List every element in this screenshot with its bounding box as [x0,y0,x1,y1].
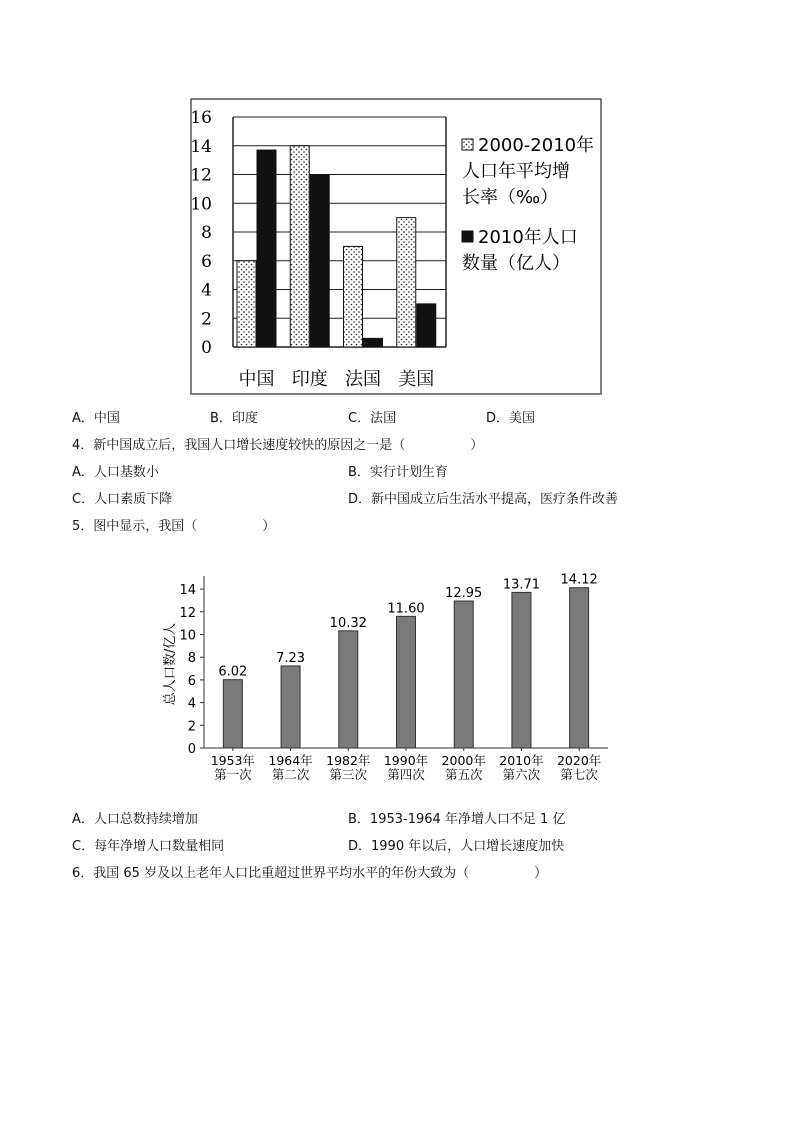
chart1-y-tick-label: 8 [201,223,212,243]
chart2-y-tick-label: 6 [187,673,196,689]
q4-option-d: D．新中国成立后生活水平提高，医疗条件改善 [348,492,619,507]
chart2-data-label: 12.95 [445,586,483,601]
chart2-category-label: 2010年 [499,753,544,768]
census-population-chart [150,562,620,792]
chart1-category-label: 美国 [398,369,435,390]
chart1-y-tick-label: 0 [201,338,212,358]
chart1-bar [364,338,383,347]
chart1-bar [290,146,309,347]
chart2-category-label: 第二次 [271,767,310,782]
chart2-data-label: 10.32 [329,615,367,631]
q4-option-b: B．实行计划生育 [348,465,448,480]
chart2-category-label: 1953年 [210,753,256,768]
chart2-y-tick-label: 2 [187,719,196,735]
chart2-category-label: 第六次 [502,767,541,782]
chart2-bar [512,592,531,748]
chart2-category-label: 2000年 [441,753,486,768]
chart2-data-label: 13.71 [502,577,541,593]
q5-option-a: A．人口总数持续增加 [72,812,198,827]
chart2-bar [397,616,416,748]
chart1-category-label: 中国 [238,369,275,390]
chart1-legend-text: 2000-2010年 [478,135,595,156]
chart2-y-tick-label: 0 [187,742,196,757]
chart1-y-tick-label: 4 [201,280,212,301]
chart2-category-label: 第一次 [214,767,252,782]
q3-option-c: C．法国 [348,411,397,426]
chart2-bar [454,601,473,748]
chart2-y-axis-label: 总人口数/亿人 [163,622,178,706]
chart2-data-label: 11.60 [387,601,425,617]
q5-option-b: B．1953-1964 年净增人口不足 1 亿 [348,812,566,827]
chart1-y-tick-label: 16 [190,108,212,128]
chart1-bar [310,175,329,348]
q3-option-b: B．印度 [210,411,258,426]
chart2-data-label: 6.02 [218,664,248,680]
q4-option-a: A．人口基数小 [72,465,159,480]
q3-option-a: A．中国 [72,411,120,426]
chart1-bar [237,261,256,347]
population-comparison-chart [190,98,602,395]
q4-stem: 4．新中国成立后，我国人口增长速度较快的原因之一是（ ） [72,438,484,453]
chart2-category-label: 1964年 [268,753,313,768]
chart1-y-tick-label: 6 [201,251,212,272]
chart2-bar [223,680,242,748]
q5-stem: 5．图中显示，我国（ ） [72,519,276,534]
chart2-y-tick-label: 10 [179,628,196,644]
chart2-bar [339,631,358,748]
chart1-legend-text: 数量（亿人） [462,253,570,274]
chart2-bar [570,588,589,748]
chart2-category-label: 第七次 [560,767,598,782]
chart1-legend-text: 长率（‰） [462,187,559,208]
chart1-y-tick-label: 2 [201,309,212,330]
chart1-y-tick-label: 10 [190,194,212,215]
chart1-legend-swatch [462,139,473,150]
chart1-bar [257,150,276,347]
chart2-category-label: 第三次 [329,767,368,782]
chart2-y-tick-label: 4 [187,696,196,712]
chart2-y-tick-label: 12 [179,605,196,621]
q3-option-d: D．美国 [486,411,536,426]
chart2-y-tick-label: 8 [187,651,196,667]
chart2-category-label: 第五次 [444,767,483,782]
chart1-category-label: 印度 [291,369,328,390]
chart1-legend-text: 2010年人口 [478,227,578,248]
chart1-y-tick-label: 14 [190,136,212,157]
q5-option-c: C．每年净增人口数量相同 [72,839,225,854]
chart2-category-label: 第四次 [387,767,425,782]
chart2-y-tick-label: 14 [179,583,196,599]
chart2-data-label: 7.23 [276,650,306,666]
chart1-y-tick-label: 12 [190,165,212,186]
q5-option-d: D．1990 年以后，人口增长速度加快 [348,839,565,854]
chart1-bar [417,304,436,347]
q4-option-c: C．人口素质下降 [72,492,173,507]
chart2-category-label: 1982年 [326,753,371,768]
chart2-category-label: 2020年 [556,753,602,768]
chart2-bar [281,666,300,748]
chart2-data-label: 14.12 [560,572,598,588]
chart2-category-label: 1990年 [383,753,429,768]
chart1-legend-text: 人口年平均增 [462,161,570,182]
chart1-bar [344,246,363,347]
chart1-bar [397,218,416,347]
q6-stem: 6．我国 65 岁及以上老年人口比重超过世界平均水平的年份大致为（ ） [72,866,548,881]
chart1-category-label: 法国 [345,369,381,390]
chart1-legend-swatch [462,231,473,242]
